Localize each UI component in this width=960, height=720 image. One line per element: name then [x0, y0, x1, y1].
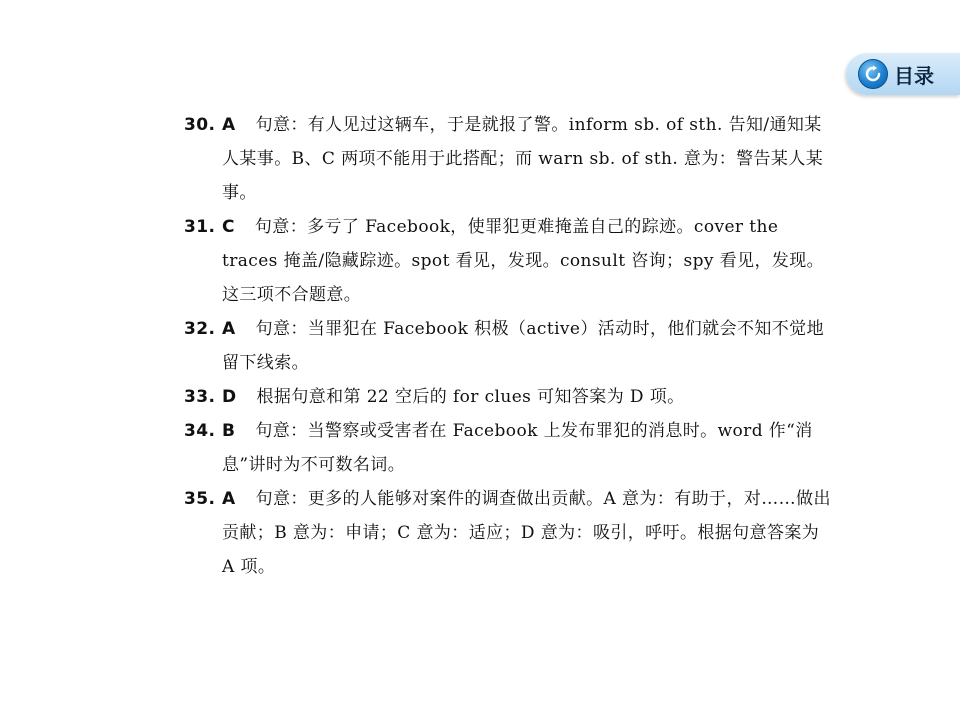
toc-button[interactable] [846, 53, 960, 95]
answer-item-30 [184, 108, 834, 210]
answer-item-31 [184, 210, 834, 312]
answer-letter: A [222, 489, 236, 509]
answer-item-33 [184, 380, 834, 414]
answer-item-35 [184, 482, 834, 584]
explanation-text: 句意：多亏了 Facebook，使罪犯更难掩盖自己的踪迹。cover the traces 掩盖/隐藏踪迹。spot 看见，发现。consult 咨询；spy 看见，发现。这三项不合题意。 [222, 217, 825, 305]
explanation-text: 根据句意和第 22 空后的 for clues 可知答案为 D 项。 [256, 387, 685, 407]
answer-letter: A [222, 319, 236, 339]
question-number: 35. [184, 489, 216, 509]
answer-letter: D [222, 387, 237, 407]
explanation-text: 句意：当罪犯在 Facebook 积极（active）活动时，他们就会不知不觉地留下线索。 [222, 319, 824, 373]
answer-item-32 [184, 312, 834, 380]
toc-label: 目录 [894, 63, 934, 88]
explanation-text: 句意：当警察或受害者在 Facebook 上发布罪犯的消息时。word 作“消息”讲时为不可数名词。 [222, 421, 813, 475]
question-number: 30. [184, 115, 216, 135]
explanation-text: 句意：更多的人能够对案件的调查做出贡献。A 意为：有助于，对……做出贡献；B 意为：申请；C 意为：适应；D 意为：吸引，呼吁。根据句意答案为 A 项。 [222, 489, 831, 577]
question-number: 32. [184, 319, 216, 339]
question-number: 33. [184, 387, 216, 407]
answer-letter: A [222, 115, 236, 135]
explanation-text: 句意：有人见过这辆车，于是就报了警。inform sb. of sth. 告知/通知某人某事。B、C 两项不能用于此搭配；而 warn sb. of sth. 意为：警告某人某事。 [222, 115, 824, 203]
question-number: 31. [184, 217, 216, 237]
answer-letter: B [222, 421, 236, 441]
answer-explanations [184, 108, 834, 584]
answer-item-34 [184, 414, 834, 482]
answer-letter: C [222, 217, 235, 237]
question-number: 34. [184, 421, 216, 441]
refresh-icon [858, 59, 888, 89]
